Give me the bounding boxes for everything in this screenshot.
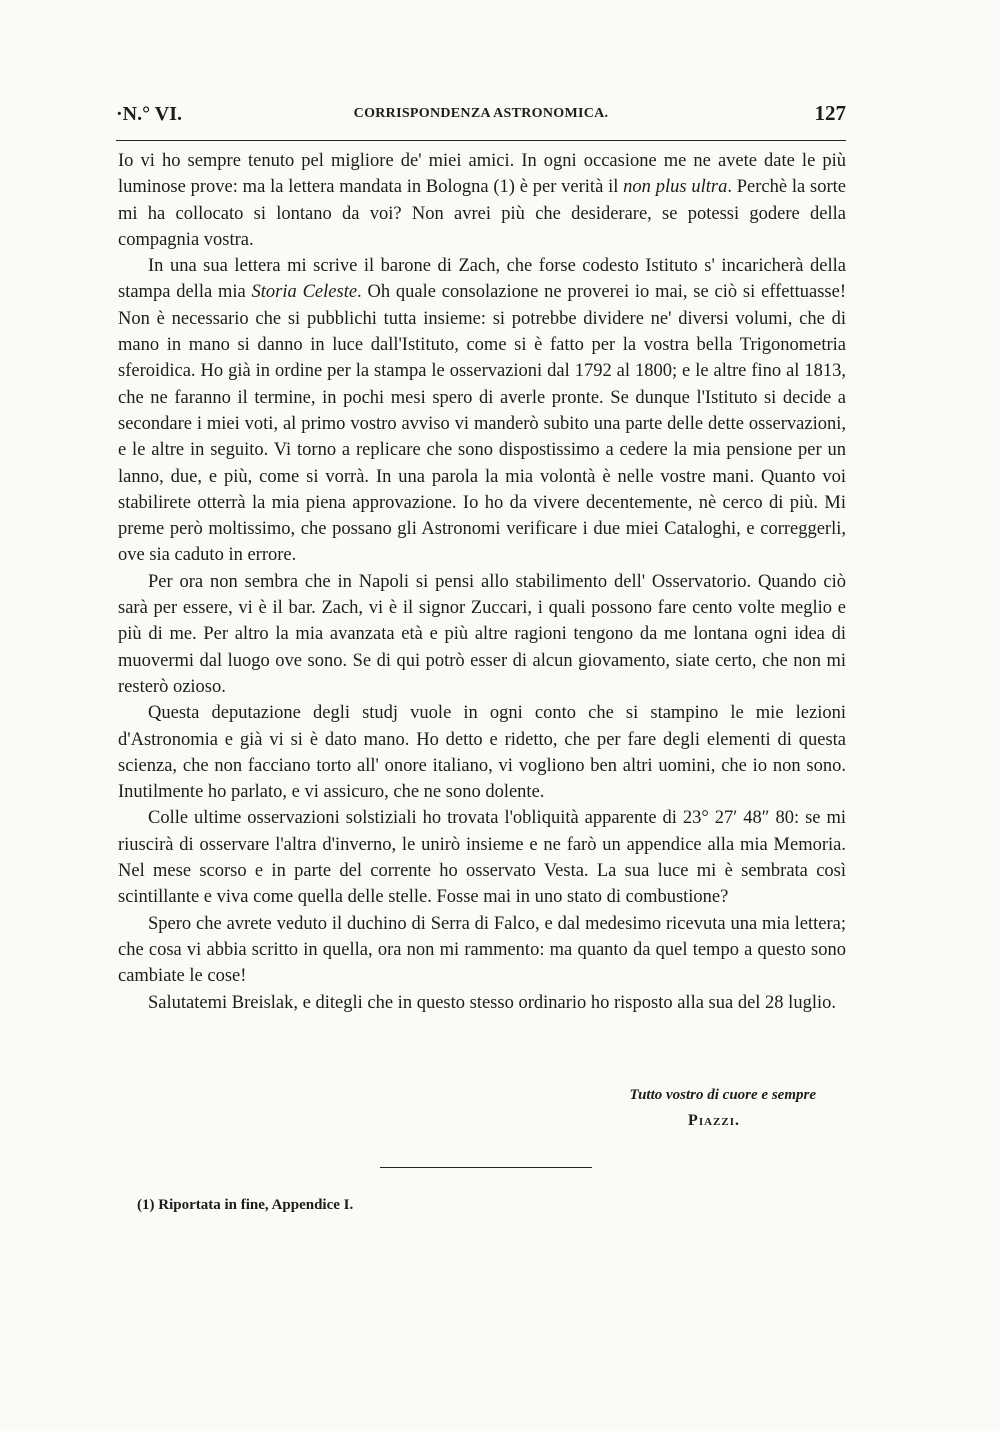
footnote: (1) Riportata in fine, Appendice I. bbox=[137, 1197, 354, 1213]
paragraph-7: Salutatemi Breislak, e ditegli che in questo stesso ordinario ho risposto alla sua del 28 luglio. bbox=[148, 992, 836, 1013]
paragraph-1: Io vi ho sempre tenuto pel migliore de' miei amici. In ogni occasione me ne avete date le più luminose prove: ma la lettera mandata in Bologna (1) è per verità il non plus ultra. Perchè la sorte mi ha collocato si lontano da voi? Non avrei più che desiderare, se potessi godere della compagnia vostra. bbox=[118, 151, 846, 250]
paragraph-5: Colle ultime osservazioni solstiziali ho trovata l'obliquità apparente di 23° 27′ 48″ 80: se mi riuscirà di osservare l'altra d'inverno, le unirò insieme e ne farò un appendice alla mia Memoria. Nel mese scorso e in parte del corrente ho osservato Vesta. La sua luce mi è sembrata così scintillante e viva come quella delle stelle. Fosse mai in uno stato di combustione? bbox=[118, 808, 846, 908]
paragraph-6: Spero che avrete veduto il duchino di Serra di Falco, e dal medesimo ricevuta una mia lettera; che cosa vi abbia scritto in quella, ora non mi rammento: ma quanto da quel tempo a questo sono cambiate le cose! bbox=[118, 913, 846, 987]
page-number: 127 bbox=[814, 101, 846, 125]
italic-phrase: non plus ultra bbox=[623, 177, 728, 198]
paragraph-4: Questa deputazione degli studj vuole in ogni conto che si stampino le mie lezioni d'Astronomia e già vi si è dato mano. Ho detto e ridetto, che per fare degli elementi di questa scienza, che non facciano torto all' onore italiano, vi vogliono ben altri uomini, che io non sono. Inutilmente ho parlato, e vi assicuro, che ne sono dolente. bbox=[118, 703, 846, 803]
paragraph-3: Per ora non sembra che in Napoli si pensi allo stabilimento dell' Osservatorio. Quando ciò sarà per essere, vi è il bar. Zach, vi è il signor Zuccari, i quali possono fare cento volte meglio e più di me. Per altro la mia avanzata età e più altre ragioni tengono da me lontana ogni idea di muovermi dal luogo ove sono. Se di qui potrò esser di alcun giovamento, siate certo, che non mi resterò ozioso. bbox=[118, 571, 846, 697]
running-title: CORRISPONDENZA ASTRONOMICA. bbox=[353, 106, 609, 121]
paragraph-2: In una sua lettera mi scrive il barone di Zach, che forse codesto Istituto s' incaricherà della stampa della mia Storia Celeste. Oh quale consolazione ne proverei io mai, se ciò si effettuasse! Non è necessario che si pubblichi tutta insieme: si potrebbe dividere ne' diversi volumi, che di mano in mano si danno in luce dall'Istituto, come si è fatto per la vostra bella Trigonometria sferoidica. Ho già in ordine per la stampa le osservazioni dal 1792 al 1800; e le altre fino al 1813, che ne faranno il termine, in pochi mesi spero di averle pronte. Se dunque l'Istituto si decide a secondare i miei voti, al primo vostro avviso vi manderò subito una parte delle dette osservazioni, e le altre in seguito. Vi torno a replicare che sono dispostissimo a cedere la mia pensione per un lanno, due, e più, come si vorrà. In una parola la mia volontà è nelle vostre mani. Quanto voi stabilirete otterrà la mia piena approvazione. Io ho da vivere decentemente, nè cerco di più. Mi preme però moltissimo, che possano gli Astronomi verificare i due miei Cataloghi, e correggerli, ove sia caduto in errore. bbox=[118, 256, 846, 566]
signature-closing: Tutto vostro di cuore e sempre bbox=[629, 1087, 816, 1103]
section-number: ·N.° VI. bbox=[116, 103, 182, 125]
running-header bbox=[116, 103, 846, 129]
signature-name: Piazzi. bbox=[688, 1112, 740, 1129]
footnote-rule bbox=[380, 1167, 592, 1168]
header-rule bbox=[116, 140, 846, 141]
italic-phrase: Storia Celeste bbox=[251, 282, 358, 303]
letter-body bbox=[118, 148, 846, 1016]
